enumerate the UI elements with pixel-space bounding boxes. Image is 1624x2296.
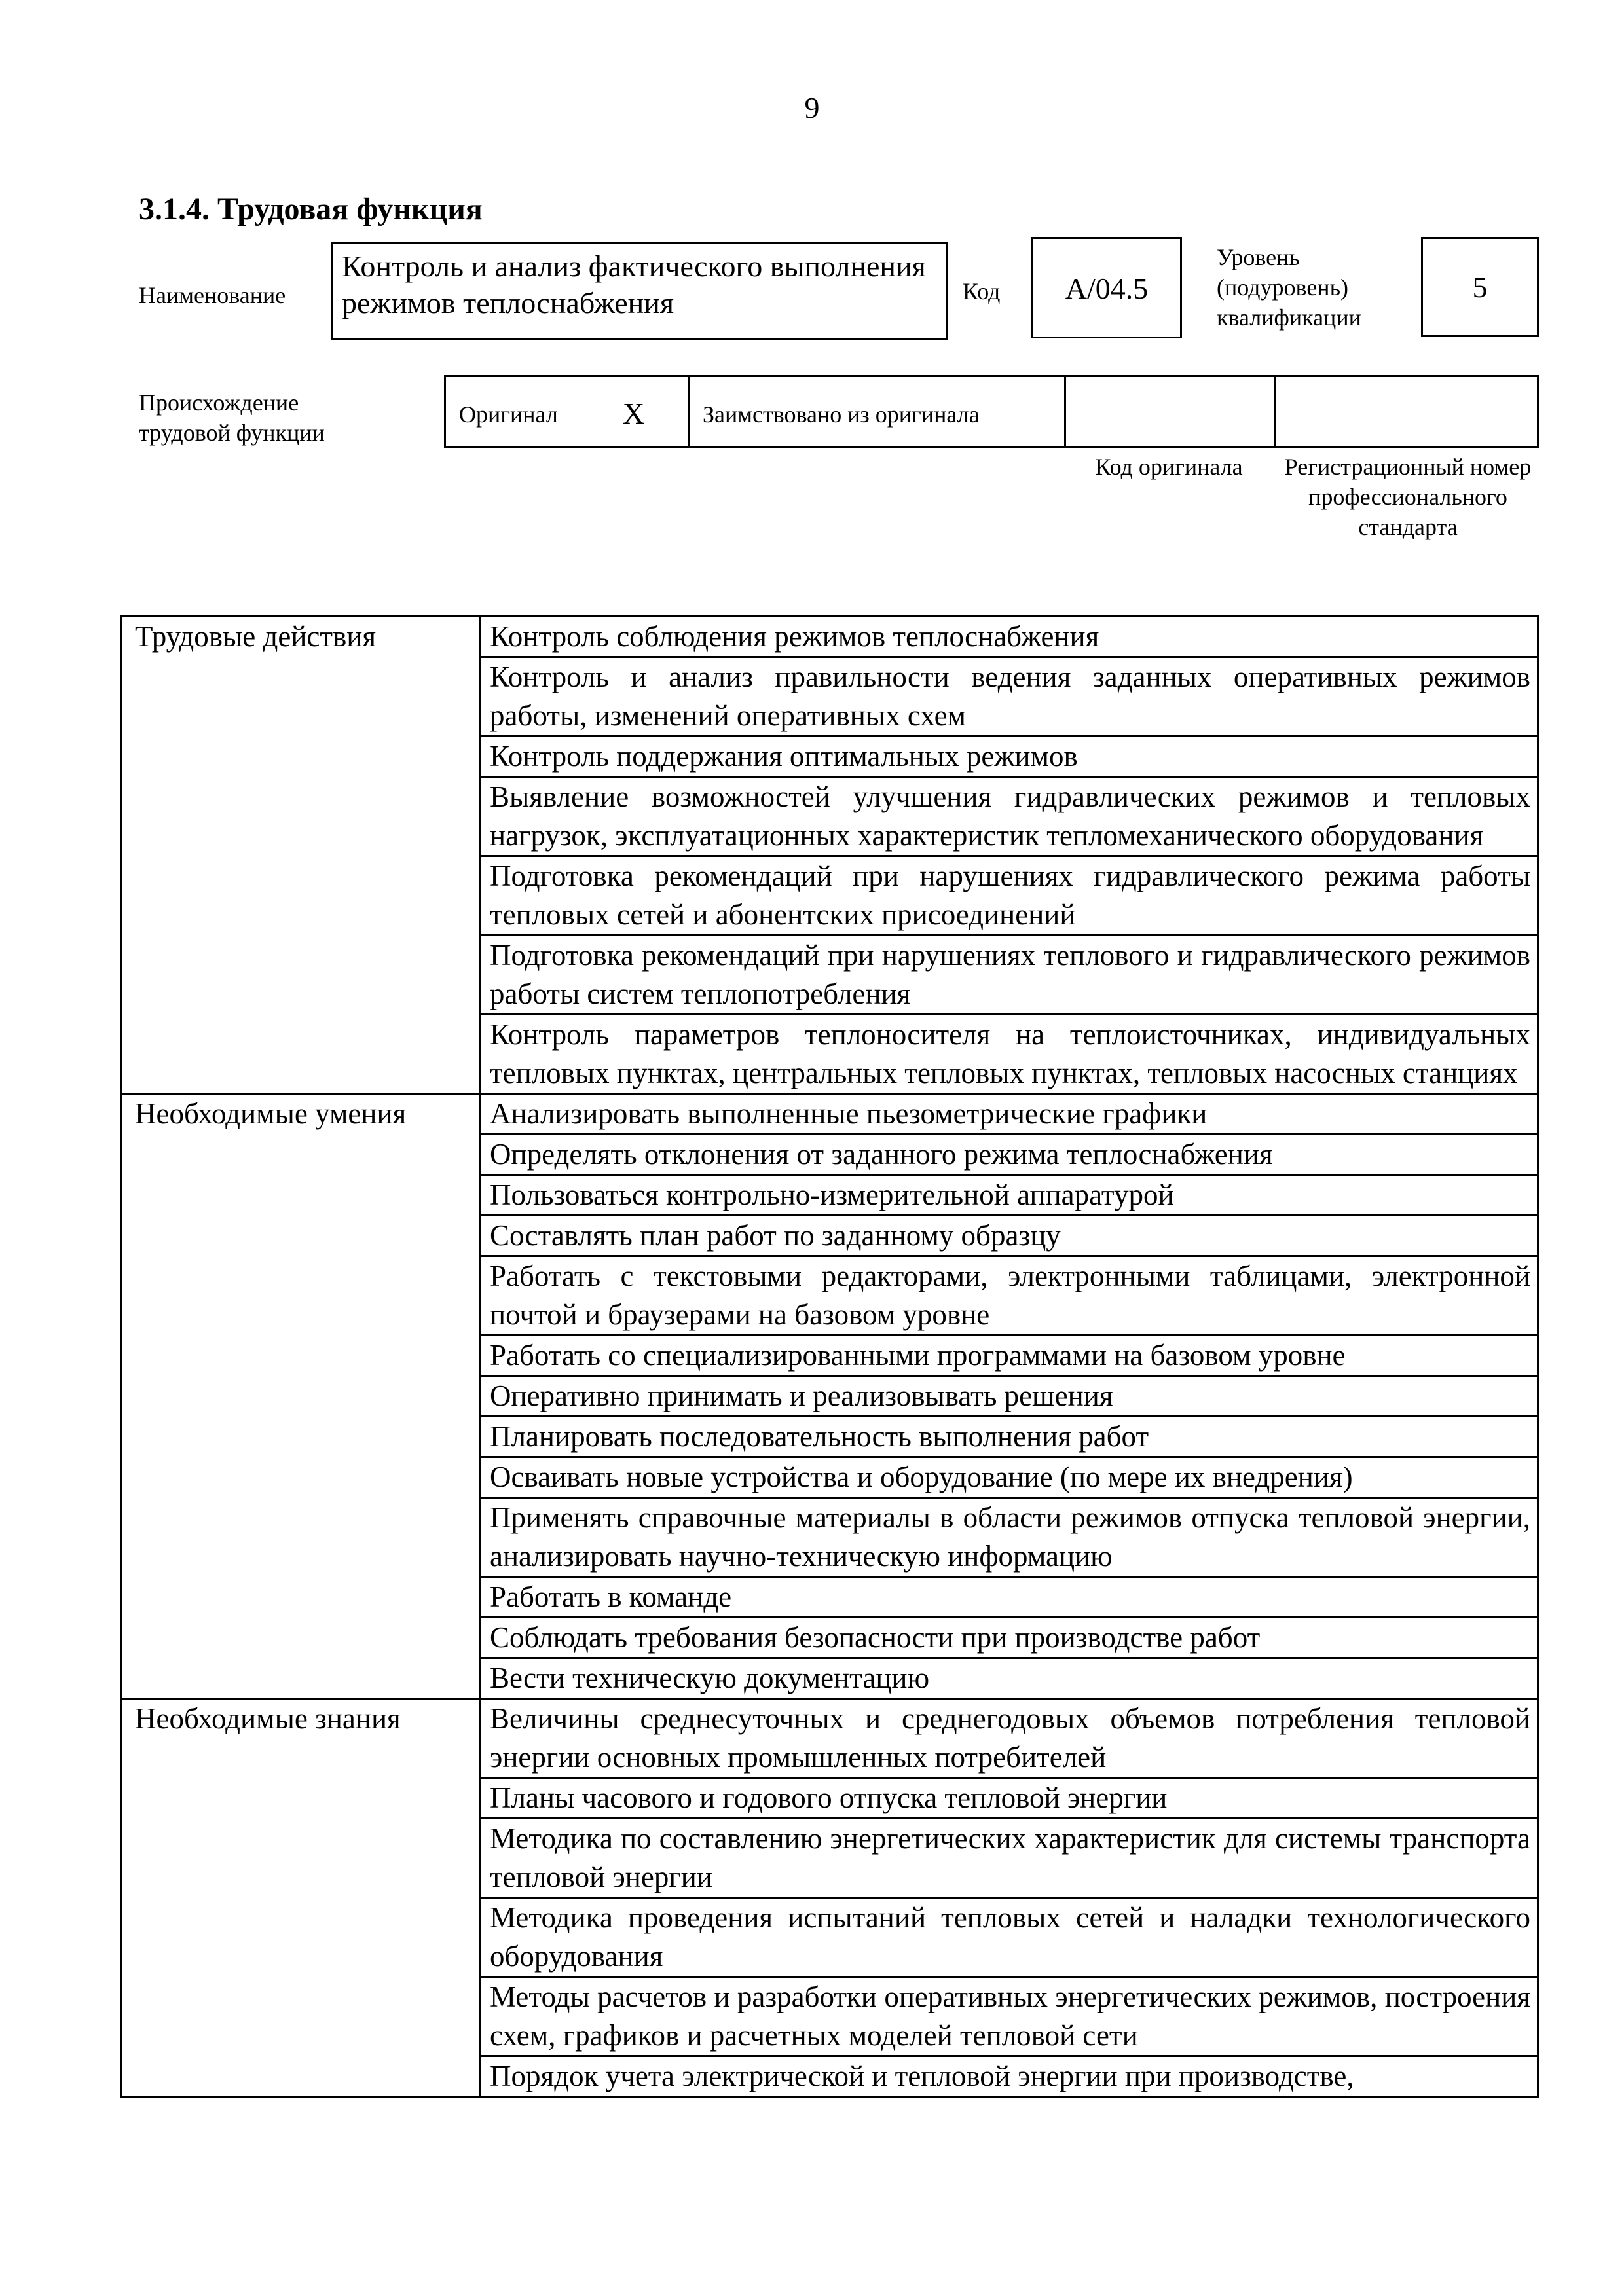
origin-label: Происхождение трудовой функции [139, 390, 325, 446]
item-cell: Работать с текстовыми редакторами, электронными таблицами, электронной почтой и браузерами на базовом уровне [480, 1256, 1538, 1336]
item-cell: Подготовка рекомендаций при нарушениях теплового и гидравлического режимов работы систем теплопотребления [480, 936, 1538, 1015]
section-title: 3.1.4. Трудовая функция [139, 192, 483, 227]
item-cell: Выявление возможностей улучшения гидравлических режимов и тепловых нагрузок, эксплуатационных характеристик тепломеханического оборудования [480, 777, 1538, 856]
category-cell: Трудовые действия [121, 617, 480, 1094]
table-row [121, 1094, 1538, 1135]
origin-table [444, 375, 1539, 448]
level-value-box [1421, 237, 1539, 337]
competency-table-body [121, 617, 1538, 2097]
level-label: Уровень (подуровень) квалификации [1217, 244, 1361, 331]
item-cell: Контроль и анализ правильности ведения заданных оперативных режимов работы, изменений оперативных схем [480, 657, 1538, 737]
original-mark: X [623, 397, 645, 430]
original-label: Оригинал [459, 401, 558, 428]
item-cell: Методы расчетов и разработки оперативных энергетических режимов, построения схем, графиков и расчетных моделей тепловой сети [480, 1977, 1538, 2056]
code-label: Код [963, 278, 1001, 304]
code-original-caption: Код оригинала [1095, 454, 1243, 480]
item-cell: Определять отклонения от заданного режима теплоснабжения [480, 1135, 1538, 1175]
item-cell: Порядок учета электрической и тепловой энергии при производстве, [480, 2056, 1538, 2097]
borrowed-label: Заимствовано из оригинала [703, 401, 980, 428]
level-value: 5 [1472, 270, 1488, 304]
item-cell: Соблюдать требования безопасности при производстве работ [480, 1618, 1538, 1658]
category-cell: Необходимые знания [121, 1699, 480, 2097]
name-value-box [331, 242, 948, 340]
item-cell: Работать в команде [480, 1577, 1538, 1618]
item-cell: Анализировать выполненные пьезометрические графики [480, 1094, 1538, 1135]
table-row [121, 1699, 1538, 1778]
code-value: А/04.5 [1065, 272, 1149, 305]
item-cell: Подготовка рекомендаций при нарушениях гидравлического режима работы тепловых сетей и абонентских присоединений [480, 856, 1538, 936]
item-cell: Планировать последовательность выполнения работ [480, 1417, 1538, 1457]
item-cell: Осваивать новые устройства и оборудование (по мере их внедрения) [480, 1457, 1538, 1498]
item-cell: Оперативно принимать и реализовывать решения [480, 1376, 1538, 1417]
page-number: 9 [804, 91, 820, 124]
table-row [121, 617, 1538, 657]
competency-table [120, 615, 1539, 2098]
name-value: Контроль и анализ фактического выполнения режимов теплоснабжения [342, 249, 926, 319]
code-value-box [1031, 237, 1182, 338]
item-cell: Применять справочные материалы в области режимов отпуска тепловой энергии, анализировать научно-техническую информацию [480, 1498, 1538, 1577]
item-cell: Контроль параметров теплоносителя на теплоисточниках, индивидуальных тепловых пунктах, центральных тепловых пунктах, тепловых насосных станциях [480, 1015, 1538, 1094]
item-cell: Составлять план работ по заданному образцу [480, 1216, 1538, 1256]
origin-divider-1 [688, 377, 690, 446]
item-cell: Работать со специализированными программами на базовом уровне [480, 1336, 1538, 1376]
origin-divider-3 [1274, 377, 1276, 446]
item-cell: Величины среднесуточных и среднегодовых объемов потребления тепловой энергии основных промышленных потребителей [480, 1699, 1538, 1778]
item-cell: Контроль соблюдения режимов теплоснабжения [480, 617, 1538, 657]
reg-number-caption: Регистрационный номер профессионального стандарта [1284, 454, 1532, 540]
item-cell: Пользоваться контрольно-измерительной аппаратурой [480, 1175, 1538, 1216]
name-label: Наименование [139, 282, 286, 308]
item-cell: Вести техническую документацию [480, 1658, 1538, 1699]
item-cell: Методика проведения испытаний тепловых сетей и наладки технологического оборудования [480, 1898, 1538, 1977]
item-cell: Методика по составлению энергетических характеристик для системы транспорта тепловой энергии [480, 1819, 1538, 1898]
origin-divider-2 [1064, 377, 1066, 446]
category-cell: Необходимые умения [121, 1094, 480, 1699]
item-cell: Планы часового и годового отпуска тепловой энергии [480, 1778, 1538, 1819]
item-cell: Контроль поддержания оптимальных режимов [480, 737, 1538, 777]
